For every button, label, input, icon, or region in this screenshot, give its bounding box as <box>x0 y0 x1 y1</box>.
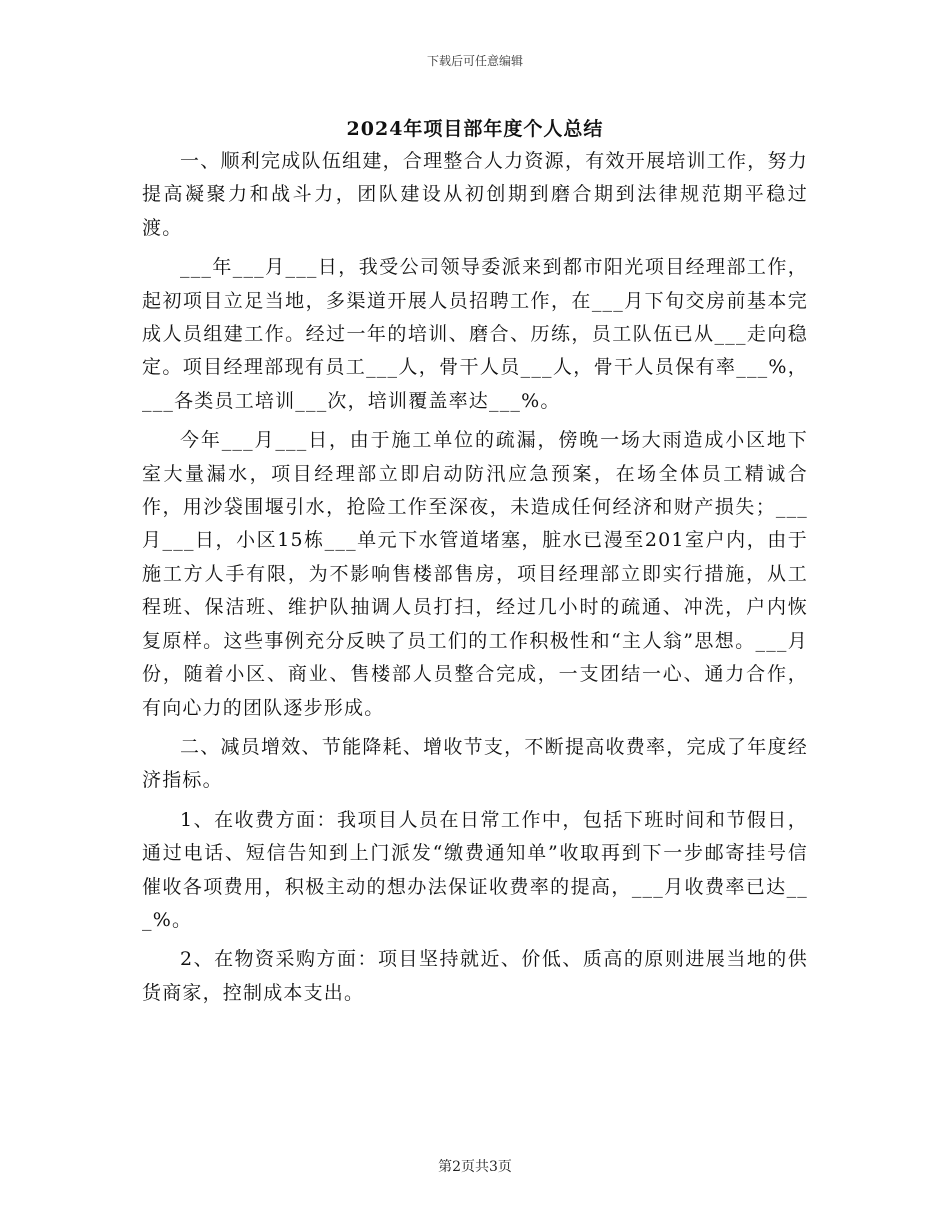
paragraph-fee-collection: 1、在收费方面：我项目人员在日常工作中，包括下班时间和节假日，通过电话、短信告知到上门派发“缴费通知单”收取再到下一步邮寄挂号信催收各项费用，积极主动的想办法保证收费率的提高，___月收费率已达___%。 <box>142 808 808 931</box>
paragraph-section-two: 二、减员增效、节能降耗、增收节支，不断提高收费率，完成了年度经济指标。 <box>142 735 808 792</box>
document-body <box>142 145 808 1016</box>
document-title: 2024年项目部年度个人总结 <box>346 118 604 140</box>
paragraph-section-one: 一、顺利完成队伍组建，合理整合人力资源，有效开展培训工作，努力提高凝聚力和战斗力，团队建设从初创期到磨合期到法律规范期平稳过渡。 <box>142 150 808 239</box>
paragraph-procurement: 2、在物资采购方面：项目坚持就近、价低、质高的原则进展当地的供货商家，控制成本支出。 <box>142 948 808 1004</box>
paragraph-team-formation: ___年___月___日，我受公司领导委派来到都市阳光项目经理部工作，起初项目立足当地，多渠道开展人员招聘工作，在___月下旬交房前基本完成人员组建工作。经过一年的培训、磨合、历练，员工队伍已从___走向稳定。项目经理部现有员工___人，骨干人员___人，骨干人员保有率___%，___各类员工培训___次，培训覆盖率达___%。 <box>142 256 808 412</box>
page-footer: 第2页共3页 <box>438 1159 512 1175</box>
header-note: 下载后可任意编辑 <box>426 54 523 68</box>
paragraph-emergency-response: 今年___月___日，由于施工单位的疏漏，傍晚一场大雨造成小区地下室大量漏水，项目经理部立即启动防汛应急预案，在场全体员工精诚合作，用沙袋围堰引水，抢险工作至深夜，未造成任何经济和财产损失；___月___日，小区15栋___单元下水管道堵塞，脏水已漫至201室户内，由于施工方人手有限，为不影响售楼部售房，项目经理部立即实行措施，从工程班、保洁班、维护队抽调人员打扫，经过几小时的疏通、冲洗，户内恢复原样。这些事例充分反映了员工们的工作积极性和“主人翁”思想。___月份，随着小区、商业、售楼部人员整合完成，一支团结一心、通力合作，有向心力的团队逐步形成。 <box>142 429 808 719</box>
